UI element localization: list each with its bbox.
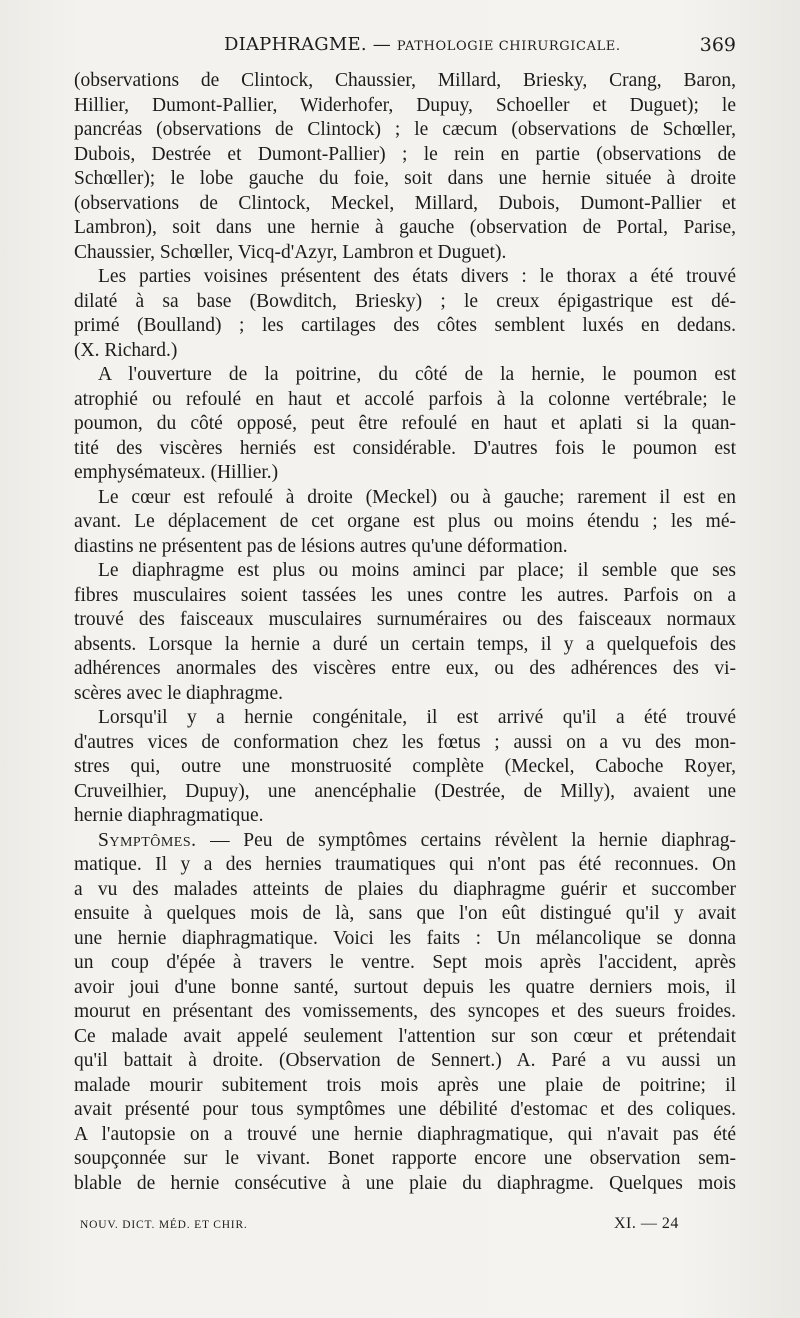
text-line-content: Schœller); le lobe gauche du foie, soit dans une hernie située à droite: [74, 168, 736, 189]
text-line-content: avait présenté pour tous symptômes une débilité d'estomac et des coliques.: [74, 1099, 736, 1120]
text-line-content: mourut en présentant des vomissements, des syncopes et des sueurs froides.: [74, 1001, 736, 1022]
text-line: [74, 535, 736, 560]
text-line-content: absents. Lorsque la hernie a duré un certain temps, il y a quelquefois des: [74, 633, 736, 655]
text-line: [74, 461, 736, 486]
text-line: [74, 1098, 736, 1123]
text-line: [74, 388, 736, 413]
text-line: [74, 584, 736, 609]
text-line-content: Lorsqu'il y a hernie congénitale, il est arrivé qu'il a été trouvé: [98, 707, 736, 728]
text-line: [74, 853, 736, 878]
text-line-content: fibres musculaires soient tassées les unes contre les autres. Parfois on a: [74, 584, 736, 606]
text-line-content: avoir joui d'une bonne santé, surtout depuis les quatre derniers mois, il: [74, 976, 736, 998]
text-line: [74, 1025, 736, 1050]
text-line: [74, 951, 736, 976]
text-line-content: soupçonnée sur le vivant. Bonet rapporte encore une observation sem-: [74, 1148, 736, 1169]
text-line-content: tité des viscères herniés est considérable. D'autres fois le poumon est: [74, 437, 736, 459]
text-line: [74, 339, 736, 364]
text-line-content: d'autres vices de conformation chez les fœtus ; aussi on a vu des mon-: [74, 731, 736, 753]
text-line: [74, 241, 736, 266]
text-line-content: a vu des malades atteints de plaies du diaphragme guérir et succomber: [74, 878, 736, 900]
text-line: [74, 1000, 736, 1025]
text-line-content: — Peu de symptômes certains révèlent la hernie diaphrag-: [196, 829, 736, 851]
body-text: [74, 69, 736, 1196]
text-line: [74, 216, 736, 241]
text-line-content: (observations de Clintock, Meckel, Millard, Dubois, Dumont-Pallier et: [74, 192, 736, 214]
text-line: [74, 976, 736, 1001]
header-title-main: DIAPHRAGME. —: [224, 34, 397, 55]
text-line-content: Hillier, Dumont-Pallier, Widerhofer, Dupuy, Schoeller et Duguet); le: [74, 94, 736, 116]
text-line: [74, 486, 736, 511]
footer-signature: XI. — 24: [614, 1215, 679, 1232]
text-line: [74, 927, 736, 952]
text-line-content: Lambron), soit dans une hernie à gauche (observation de Portal, Parise,: [74, 217, 736, 238]
text-line: [74, 510, 736, 535]
text-line-content: Les parties voisines présentent des états divers : le thorax a été trouvé: [98, 266, 736, 287]
text-line: [74, 94, 736, 119]
text-line-content: diastins ne présentent pas de lésions autres qu'une déformation.: [74, 535, 568, 557]
text-line: [74, 902, 736, 927]
text-line: [74, 143, 736, 168]
text-line-content: Chaussier, Schœller, Vicq-d'Azyr, Lambron et Duguet).: [74, 241, 507, 263]
text-line: [74, 167, 736, 192]
text-line-content: un coup d'épée à travers le ventre. Sept mois après l'accident, après: [74, 952, 736, 973]
text-line-content: dilaté à sa base (Bowditch, Briesky) ; le creux épigastrique est dé-: [74, 290, 736, 312]
text-line: [74, 559, 736, 584]
header-title: [224, 34, 621, 55]
text-line-content: atrophié ou refoulé en haut et accolé parfois à la colonne vertébrale; le: [74, 388, 736, 410]
text-line: [74, 780, 736, 805]
text-line: [74, 682, 736, 707]
text-line-content: scères avec le diaphragme.: [74, 682, 283, 704]
text-line-content: une hernie diaphragmatique. Voici les faits : Un mélancolique se donna: [74, 927, 736, 949]
text-line: [74, 314, 736, 339]
text-line-content: (observations de Clintock, Chaussier, Millard, Briesky, Crang, Baron,: [74, 70, 736, 91]
header-title-section: PATHOLOGIE CHIRURGICALE.: [396, 39, 621, 54]
text-line: [74, 878, 736, 903]
text-line-content: Cruveilhier, Dupuy), une anencéphalie (Destrée, de Milly), avaient une: [74, 780, 736, 802]
text-line: [74, 1049, 736, 1074]
text-line: [74, 1147, 736, 1172]
text-line-content: malade mourir subitement trois mois après une plaie de poitrine; il: [74, 1074, 736, 1096]
text-line: [74, 1074, 736, 1099]
text-line-content: ensuite à quelques mois de là, sans que l'on eût distingué qu'il y avait: [74, 903, 736, 924]
text-line: [74, 1123, 736, 1148]
text-line-content: Le diaphragme est plus ou moins aminci par place; il semble que ses: [98, 560, 736, 581]
text-line: [74, 69, 736, 94]
text-line: [74, 412, 736, 437]
page-number: 369: [699, 34, 736, 56]
text-line-content: emphysémateux. (Hillier.): [74, 462, 279, 483]
text-line: [74, 755, 736, 780]
text-line: [74, 829, 736, 854]
text-line: [74, 804, 736, 829]
text-line-content: adhérences anormales des viscères entre eux, ou des adhérences des vi-: [74, 658, 736, 679]
section-heading: Symptômes.: [98, 829, 197, 851]
text-line: [74, 706, 736, 731]
text-line: [74, 265, 736, 290]
text-line-content: A l'ouverture de la poitrine, du côté de la hernie, le poumon est: [98, 364, 736, 385]
text-line: [74, 731, 736, 756]
text-line-content: blable de hernie consécutive à une plaie du diaphragme. Quelques mois: [74, 1172, 736, 1194]
text-line: [74, 363, 736, 388]
running-header: [74, 30, 736, 60]
text-line-content: pancréas (observations de Clintock) ; le cæcum (observations de Schœller,: [74, 119, 736, 140]
footer-publication: NOUV. DICT. MÉD. ET CHIR.: [80, 1219, 248, 1231]
text-line: [74, 118, 736, 143]
page-footer: [74, 1215, 736, 1239]
text-line: [74, 657, 736, 682]
text-line-content: Le cœur est refoulé à droite (Meckel) ou à gauche; rarement il est en: [98, 486, 736, 508]
text-line: [74, 290, 736, 315]
text-line-content: hernie diaphragmatique.: [74, 805, 264, 826]
text-line: [74, 608, 736, 633]
text-line: [74, 1172, 736, 1197]
text-line-content: matique. Il y a des hernies traumatiques qui n'ont pas été reconnues. On: [74, 854, 736, 875]
text-line-content: A l'autopsie on a trouvé une hernie diaphragmatique, qui n'avait pas été: [74, 1123, 736, 1145]
text-line-content: stres qui, outre une monstruosité complète (Meckel, Caboche Royer,: [74, 756, 736, 777]
text-line-content: avant. Le déplacement de cet organe est plus ou moins étendu ; les mé-: [74, 511, 736, 532]
text-line-content: poumon, du côté opposé, peut être refoulé en haut et aplati si la quan-: [74, 413, 736, 434]
text-line-content: Ce malade avait appelé seulement l'attention sur son cœur et prétendait: [74, 1025, 736, 1047]
text-line-content: qu'il battait à droite. (Observation de Sennert.) A. Paré a vu aussi un: [74, 1050, 736, 1071]
text-line: [74, 633, 736, 658]
text-line-content: trouvé des faisceaux musculaires surnuméraires ou des faisceaux normaux: [74, 609, 736, 630]
text-line: [74, 192, 736, 217]
text-line-content: Dubois, Destrée et Dumont-Pallier) ; le rein en partie (observations de: [74, 143, 736, 165]
text-line: [74, 437, 736, 462]
text-line-content: primé (Boulland) ; les cartilages des côtes semblent luxés en dedans.: [74, 315, 736, 336]
text-line-content: (X. Richard.): [74, 339, 178, 361]
